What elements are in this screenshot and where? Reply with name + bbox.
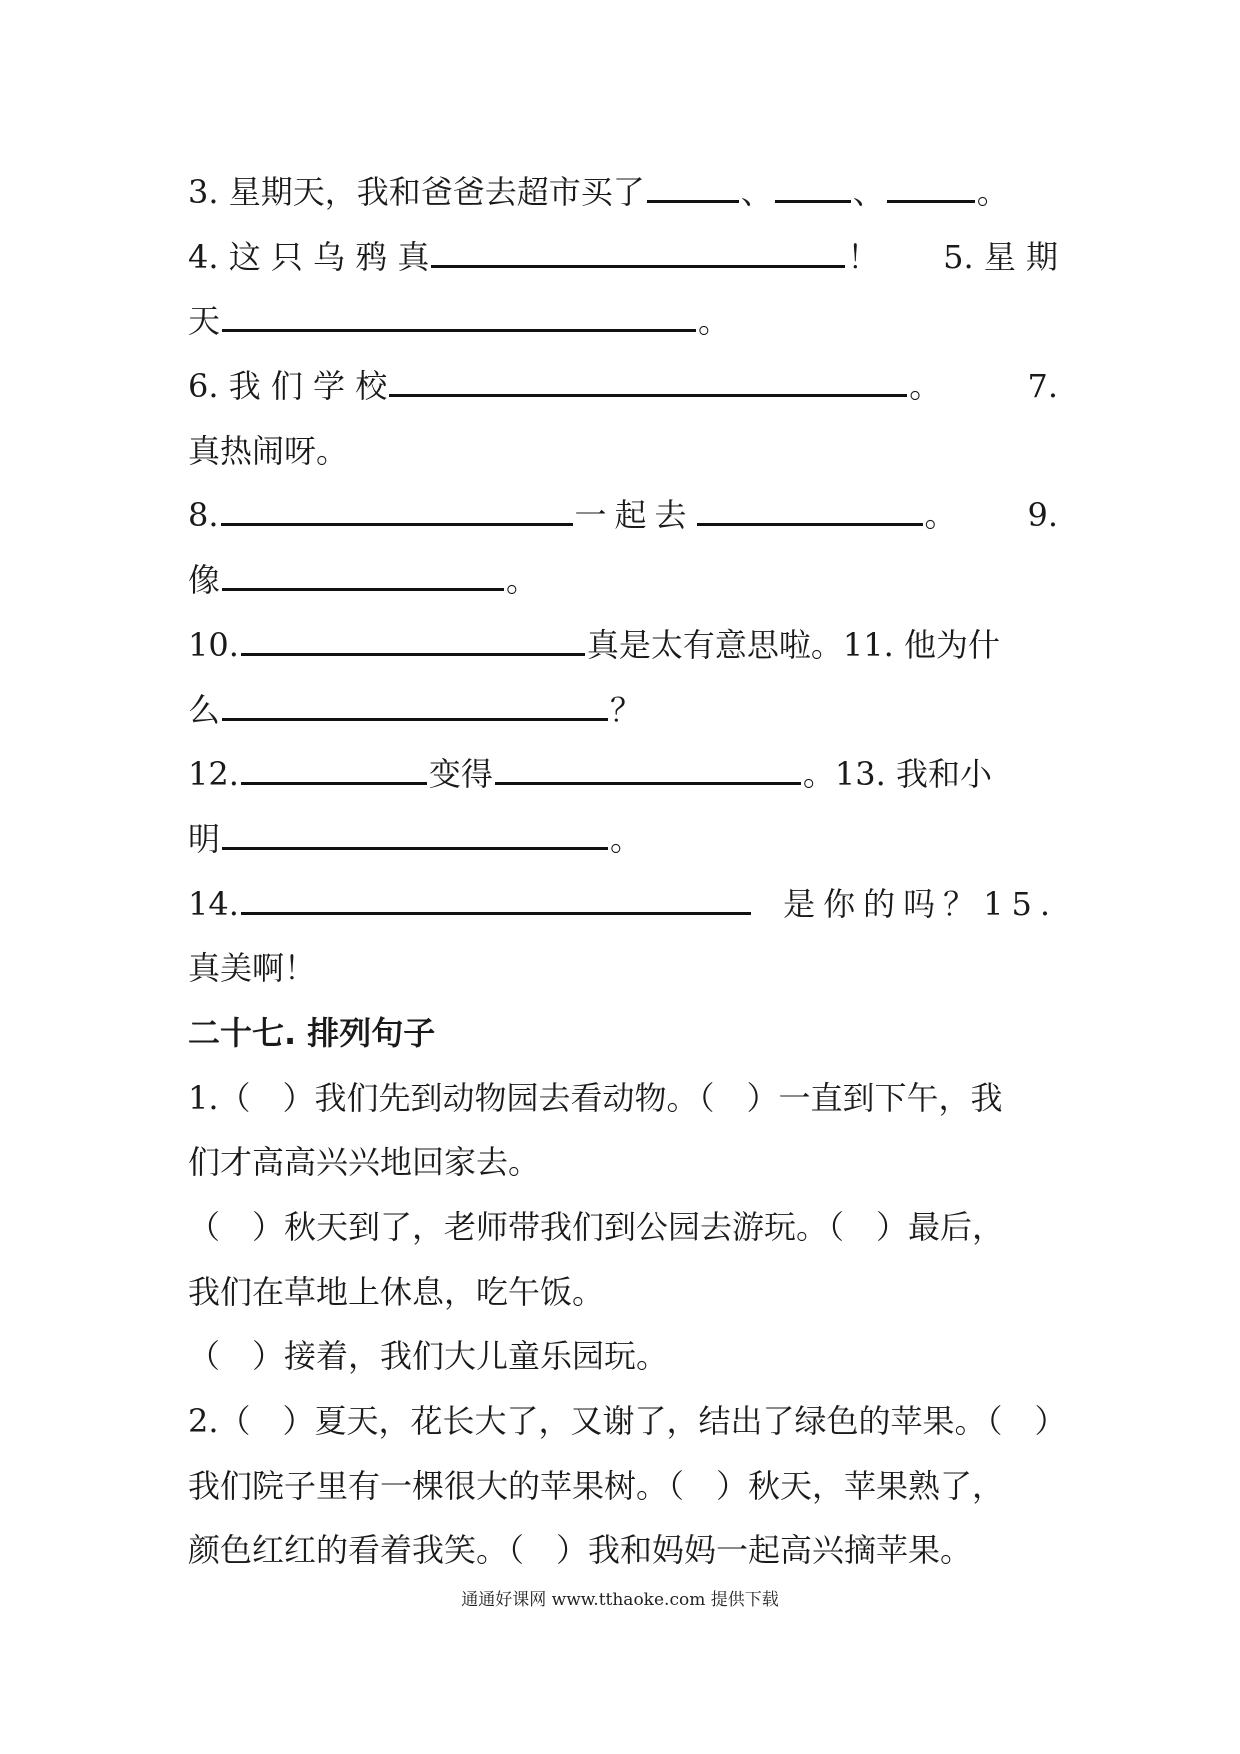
question-12: 12. 变得 。13. 我和小 — [188, 755, 992, 794]
ordering-line: （ ）接着，我们大儿童乐园玩。 — [188, 1337, 669, 1376]
answer-blank[interactable] — [222, 566, 504, 591]
answer-blank[interactable] — [389, 372, 907, 397]
ordering-line: （ ）秋天到了，老师带我们到公园去游玩。（ ）最后， — [188, 1208, 1005, 1246]
answer-blank[interactable] — [241, 890, 751, 915]
ordering-line: 颜色红红的看着我笑。（ ）我和妈妈一起高兴摘苹果。 — [188, 1531, 973, 1570]
answer-blank[interactable] — [431, 243, 845, 268]
answer-blank[interactable] — [222, 825, 608, 850]
footer-credit: 通通好课网 www.tthaoke.com 提供下载 — [461, 1590, 779, 1610]
ordering-line: 我们院子里有一棵很大的苹果树。（ ）秋天，苹果熟了， — [188, 1466, 1005, 1505]
question-9: 像 。 — [188, 561, 539, 600]
question-7: 真热闹呀。 — [188, 431, 349, 470]
answer-blank[interactable] — [775, 178, 851, 203]
question-4: 4. 这 只 乌 鸦 真 ！ 5. 星 期 — [188, 237, 1058, 276]
worksheet-content — [188, 160, 1067, 1583]
ordering-line: 1.（ ）我们先到动物园去看动物。（ ）一直到下午，我 — [188, 1078, 1003, 1117]
question-5: 天 。 — [188, 302, 731, 341]
ordering-line: 我们在草地上休息，吃午饭。 — [188, 1272, 605, 1311]
answer-blank[interactable] — [647, 178, 739, 203]
answer-blank[interactable] — [222, 696, 608, 721]
answer-blank[interactable] — [697, 501, 923, 526]
answer-blank[interactable] — [887, 178, 975, 203]
question-13: 明 。 — [188, 819, 643, 858]
section-title: 二十七. 排列句子 — [188, 1013, 436, 1052]
question-10: 10. 真是太有意思啦。11. 他为什 — [188, 625, 1000, 664]
question-11: 么 ？ — [188, 690, 643, 729]
ordering-line: 2.（ ）夏天，花长大了，又谢了，结出了绿色的苹果。（ ） — [188, 1402, 1067, 1441]
question-3: 3. 星期天，我和爸爸去超市买了 、 、 。 — [188, 173, 1009, 211]
question-14: 14. 是你的吗？15. — [188, 884, 1058, 923]
answer-blank[interactable] — [222, 307, 696, 332]
answer-blank[interactable] — [241, 760, 427, 785]
question-8: 8. 一起去 。 9. — [188, 496, 1058, 535]
answer-blank[interactable] — [221, 501, 573, 526]
answer-blank[interactable] — [241, 631, 585, 656]
ordering-line: 们才高高兴兴地回家去。 — [188, 1143, 541, 1182]
answer-blank[interactable] — [495, 760, 801, 785]
question-15: 真美啊！ — [188, 949, 317, 988]
question-6: 6. 我 们 学 校 。 7. — [188, 367, 1058, 406]
